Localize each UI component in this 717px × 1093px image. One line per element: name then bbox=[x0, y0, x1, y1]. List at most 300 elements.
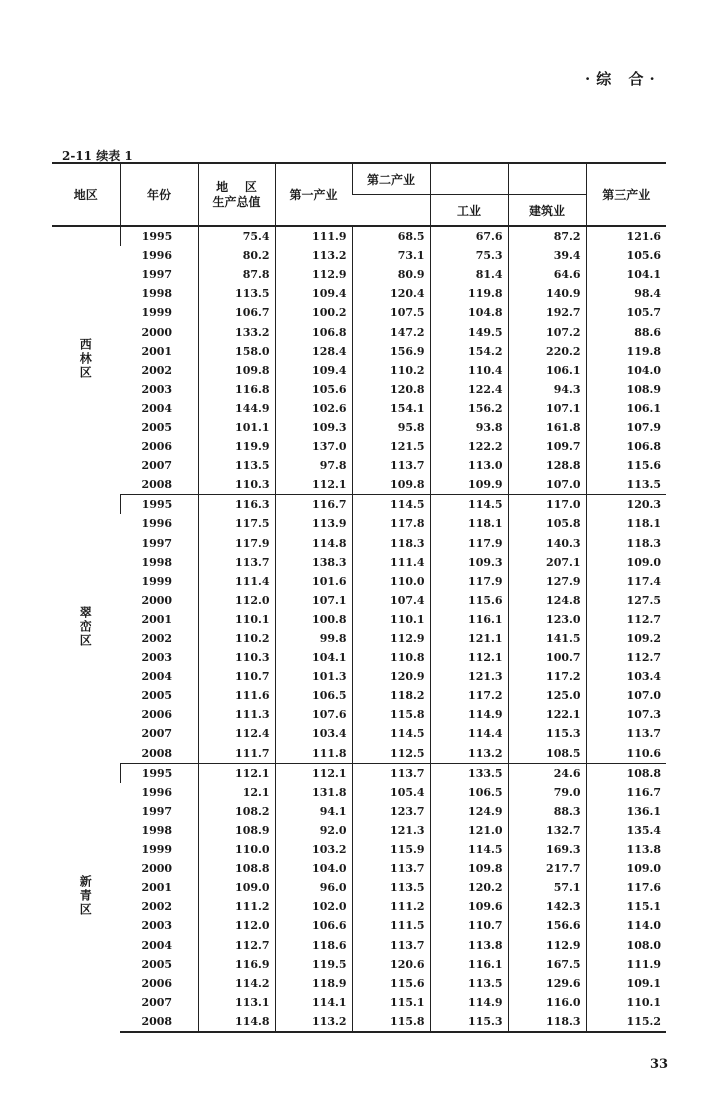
industry-cell: 117.9 bbox=[430, 572, 508, 591]
industry-cell: 149.5 bbox=[430, 322, 508, 341]
industry-cell: 113.0 bbox=[430, 456, 508, 475]
construction-cell: 64.6 bbox=[508, 265, 586, 284]
gdp-cell: 111.3 bbox=[198, 705, 275, 724]
tertiary-cell: 109.0 bbox=[586, 859, 666, 878]
primary-cell: 114.8 bbox=[275, 534, 352, 553]
tertiary-cell: 120.3 bbox=[586, 495, 666, 515]
construction-cell: 140.9 bbox=[508, 284, 586, 303]
construction-cell: 161.8 bbox=[508, 418, 586, 437]
secondary-cell: 154.1 bbox=[352, 399, 430, 418]
col-header-gdp bbox=[198, 163, 275, 226]
primary-cell: 106.6 bbox=[275, 916, 352, 935]
secondary-cell: 107.4 bbox=[352, 591, 430, 610]
table-row bbox=[52, 591, 666, 610]
primary-cell: 100.2 bbox=[275, 303, 352, 322]
year-cell: 2006 bbox=[141, 708, 173, 722]
gdp-cell: 108.2 bbox=[198, 802, 275, 821]
table-row bbox=[52, 475, 666, 495]
construction-cell: 94.3 bbox=[508, 380, 586, 399]
region-cell bbox=[52, 763, 120, 1032]
industry-cell: 117.2 bbox=[430, 686, 508, 705]
construction-cell: 192.7 bbox=[508, 303, 586, 322]
secondary-cell: 113.7 bbox=[352, 859, 430, 878]
secondary-cell: 117.8 bbox=[352, 514, 430, 533]
tertiary-cell: 112.7 bbox=[586, 648, 666, 667]
industry-cell: 121.0 bbox=[430, 821, 508, 840]
construction-cell: 109.7 bbox=[508, 437, 586, 456]
secondary-cell: 115.1 bbox=[352, 993, 430, 1012]
primary-cell: 99.8 bbox=[275, 629, 352, 648]
construction-cell: 87.2 bbox=[508, 226, 586, 246]
year-cell: 2005 bbox=[141, 957, 173, 971]
primary-cell: 101.6 bbox=[275, 572, 352, 591]
table-row bbox=[52, 840, 666, 859]
gdp-cell: 111.7 bbox=[198, 744, 275, 764]
year-cell: 1998 bbox=[141, 287, 173, 301]
year-cell: 2004 bbox=[141, 670, 173, 684]
industry-cell: 115.3 bbox=[430, 1012, 508, 1032]
construction-cell: 128.8 bbox=[508, 456, 586, 475]
primary-cell: 116.7 bbox=[275, 495, 352, 515]
table-row bbox=[52, 955, 666, 974]
tertiary-cell: 106.8 bbox=[586, 437, 666, 456]
primary-cell: 106.8 bbox=[275, 322, 352, 341]
construction-cell: 88.3 bbox=[508, 802, 586, 821]
year-cell: 2003 bbox=[141, 919, 173, 933]
secondary-cell: 123.7 bbox=[352, 802, 430, 821]
construction-cell: 169.3 bbox=[508, 840, 586, 859]
gdp-cell: 109.8 bbox=[198, 361, 275, 380]
construction-cell: 57.1 bbox=[508, 878, 586, 897]
primary-cell: 102.6 bbox=[275, 399, 352, 418]
year-cell: 2007 bbox=[141, 459, 173, 473]
gdp-cell: 106.7 bbox=[198, 303, 275, 322]
gdp-cell: 110.1 bbox=[198, 610, 275, 629]
table-row bbox=[52, 993, 666, 1012]
year-cell: 2002 bbox=[141, 363, 173, 377]
construction-cell: 140.3 bbox=[508, 534, 586, 553]
construction-cell: 39.4 bbox=[508, 246, 586, 265]
primary-cell: 112.1 bbox=[275, 763, 352, 783]
secondary-cell: 111.4 bbox=[352, 553, 430, 572]
tertiary-cell: 113.5 bbox=[586, 475, 666, 495]
year-cell: 2000 bbox=[141, 593, 173, 607]
tertiary-cell: 117.4 bbox=[586, 572, 666, 591]
year-cell: 1996 bbox=[141, 517, 173, 531]
year-cell: 1995 bbox=[120, 763, 198, 783]
construction-cell: 24.6 bbox=[508, 763, 586, 783]
primary-cell: 118.9 bbox=[275, 974, 352, 993]
gdp-cell: 116.9 bbox=[198, 955, 275, 974]
secondary-cell: 115.6 bbox=[352, 974, 430, 993]
col-header-region: 地区 bbox=[73, 188, 98, 202]
tertiary-cell: 114.0 bbox=[586, 916, 666, 935]
tertiary-cell: 105.7 bbox=[586, 303, 666, 322]
primary-cell: 113.2 bbox=[275, 1012, 352, 1032]
primary-cell: 128.4 bbox=[275, 342, 352, 361]
secondary-cell: 114.5 bbox=[352, 724, 430, 743]
primary-cell: 113.2 bbox=[275, 246, 352, 265]
col-header-gdp-line1: 地 区 bbox=[216, 179, 257, 194]
industry-cell: 109.3 bbox=[430, 553, 508, 572]
construction-cell: 79.0 bbox=[508, 783, 586, 802]
secondary-cell: 113.7 bbox=[352, 935, 430, 954]
primary-cell: 94.1 bbox=[275, 802, 352, 821]
construction-cell: 107.2 bbox=[508, 322, 586, 341]
primary-cell: 131.8 bbox=[275, 783, 352, 802]
industry-cell: 93.8 bbox=[430, 418, 508, 437]
gdp-cell: 111.2 bbox=[198, 897, 275, 916]
tertiary-cell: 121.6 bbox=[586, 226, 666, 246]
gdp-cell: 110.3 bbox=[198, 475, 275, 495]
tertiary-cell: 104.1 bbox=[586, 265, 666, 284]
industry-cell: 122.2 bbox=[430, 437, 508, 456]
col-header-construction: 建筑业 bbox=[508, 195, 586, 227]
year-cell: 2002 bbox=[141, 900, 173, 914]
year-cell: 1995 bbox=[120, 495, 198, 515]
tertiary-cell: 113.8 bbox=[586, 840, 666, 859]
construction-cell: 217.7 bbox=[508, 859, 586, 878]
year-cell: 2007 bbox=[141, 995, 173, 1009]
secondary-cell: 115.9 bbox=[352, 840, 430, 859]
table-row bbox=[52, 265, 666, 284]
primary-cell: 138.3 bbox=[275, 553, 352, 572]
construction-cell: 127.9 bbox=[508, 572, 586, 591]
col-header-secondary-spacer bbox=[508, 163, 586, 195]
table-row bbox=[52, 763, 666, 783]
industry-cell: 114.4 bbox=[430, 724, 508, 743]
industry-cell: 112.1 bbox=[430, 648, 508, 667]
construction-cell: 129.6 bbox=[508, 974, 586, 993]
construction-cell: 116.0 bbox=[508, 993, 586, 1012]
year-cell: 2001 bbox=[141, 612, 173, 626]
tertiary-cell: 115.6 bbox=[586, 456, 666, 475]
secondary-cell: 110.1 bbox=[352, 610, 430, 629]
gdp-cell: 112.1 bbox=[198, 763, 275, 783]
year-cell: 2008 bbox=[120, 475, 198, 495]
year-cell: 2004 bbox=[141, 938, 173, 952]
industry-cell: 119.8 bbox=[430, 284, 508, 303]
table-row bbox=[52, 821, 666, 840]
gdp-cell: 111.4 bbox=[198, 572, 275, 591]
tertiary-cell: 109.2 bbox=[586, 629, 666, 648]
tertiary-cell: 108.0 bbox=[586, 935, 666, 954]
table-row bbox=[52, 878, 666, 897]
tertiary-cell: 119.8 bbox=[586, 342, 666, 361]
tertiary-cell: 103.4 bbox=[586, 667, 666, 686]
tertiary-cell: 108.9 bbox=[586, 380, 666, 399]
year-cell: 2006 bbox=[141, 440, 173, 454]
construction-cell: 141.5 bbox=[508, 629, 586, 648]
construction-cell: 123.0 bbox=[508, 610, 586, 629]
industry-cell: 104.8 bbox=[430, 303, 508, 322]
secondary-cell: 109.8 bbox=[352, 475, 430, 495]
primary-cell: 137.0 bbox=[275, 437, 352, 456]
construction-cell: 167.5 bbox=[508, 955, 586, 974]
table-label: 2-11 续表 1 bbox=[62, 149, 133, 163]
construction-cell: 122.1 bbox=[508, 705, 586, 724]
industry-cell: 124.9 bbox=[430, 802, 508, 821]
tertiary-cell: 117.6 bbox=[586, 878, 666, 897]
gdp-cell: 75.4 bbox=[198, 226, 275, 246]
tertiary-cell: 105.6 bbox=[586, 246, 666, 265]
industry-cell: 133.5 bbox=[430, 763, 508, 783]
gdp-cell: 112.4 bbox=[198, 724, 275, 743]
tertiary-cell: 115.2 bbox=[586, 1012, 666, 1032]
industry-cell: 116.1 bbox=[430, 610, 508, 629]
region-cell bbox=[52, 226, 120, 495]
gdp-cell: 117.5 bbox=[198, 514, 275, 533]
gdp-cell: 114.2 bbox=[198, 974, 275, 993]
tertiary-cell: 118.3 bbox=[586, 534, 666, 553]
industry-cell: 67.6 bbox=[430, 226, 508, 246]
secondary-cell: 110.2 bbox=[352, 361, 430, 380]
tertiary-cell: 111.9 bbox=[586, 955, 666, 974]
secondary-cell: 112.9 bbox=[352, 629, 430, 648]
industry-cell: 110.7 bbox=[430, 916, 508, 935]
table-row bbox=[52, 897, 666, 916]
industry-cell: 109.9 bbox=[430, 475, 508, 495]
tertiary-cell: 115.1 bbox=[586, 897, 666, 916]
section-tag: ·综 合· bbox=[585, 70, 661, 88]
primary-cell: 97.8 bbox=[275, 456, 352, 475]
region-cell bbox=[52, 495, 120, 763]
industry-cell: 106.5 bbox=[430, 783, 508, 802]
construction-cell: 105.8 bbox=[508, 514, 586, 533]
secondary-cell: 105.4 bbox=[352, 783, 430, 802]
tertiary-cell: 112.7 bbox=[586, 610, 666, 629]
primary-cell: 92.0 bbox=[275, 821, 352, 840]
year-cell: 2003 bbox=[141, 382, 173, 396]
industry-cell: 120.2 bbox=[430, 878, 508, 897]
year-cell: 2005 bbox=[141, 689, 173, 703]
gdp-cell: 112.7 bbox=[198, 935, 275, 954]
table-row bbox=[52, 246, 666, 265]
table-row bbox=[52, 572, 666, 591]
gdp-cell: 80.2 bbox=[198, 246, 275, 265]
table-row bbox=[52, 456, 666, 475]
secondary-cell: 121.5 bbox=[352, 437, 430, 456]
table-row bbox=[52, 342, 666, 361]
primary-cell: 113.9 bbox=[275, 514, 352, 533]
secondary-cell: 110.8 bbox=[352, 648, 430, 667]
year-cell: 2005 bbox=[141, 420, 173, 434]
industry-cell: 114.9 bbox=[430, 705, 508, 724]
construction-cell: 125.0 bbox=[508, 686, 586, 705]
year-cell: 2000 bbox=[141, 325, 173, 339]
industry-cell: 75.3 bbox=[430, 246, 508, 265]
table-row bbox=[52, 610, 666, 629]
construction-cell: 117.0 bbox=[508, 495, 586, 515]
primary-cell: 114.1 bbox=[275, 993, 352, 1012]
primary-cell: 112.1 bbox=[275, 475, 352, 495]
year-cell: 1997 bbox=[141, 268, 173, 282]
construction-cell: 132.7 bbox=[508, 821, 586, 840]
industry-cell: 114.9 bbox=[430, 993, 508, 1012]
year-cell: 2001 bbox=[141, 881, 173, 895]
secondary-cell: 156.9 bbox=[352, 342, 430, 361]
gdp-cell: 116.8 bbox=[198, 380, 275, 399]
gdp-cell: 112.0 bbox=[198, 916, 275, 935]
primary-cell: 101.3 bbox=[275, 667, 352, 686]
industry-cell: 113.2 bbox=[430, 744, 508, 764]
industry-cell: 109.8 bbox=[430, 859, 508, 878]
year-cell: 2008 bbox=[120, 1012, 198, 1032]
construction-cell: 207.1 bbox=[508, 553, 586, 572]
secondary-cell: 115.8 bbox=[352, 1012, 430, 1032]
secondary-cell: 107.5 bbox=[352, 303, 430, 322]
col-header-primary: 第一产业 bbox=[275, 163, 352, 226]
tertiary-cell: 107.3 bbox=[586, 705, 666, 724]
year-cell: 1999 bbox=[141, 306, 173, 320]
year-cell: 2001 bbox=[141, 344, 173, 358]
statistics-table bbox=[52, 162, 666, 1033]
tertiary-cell: 116.7 bbox=[586, 783, 666, 802]
secondary-cell: 118.3 bbox=[352, 534, 430, 553]
table-row bbox=[52, 705, 666, 724]
year-cell: 2004 bbox=[141, 401, 173, 415]
year-cell: 1999 bbox=[141, 574, 173, 588]
gdp-cell: 110.0 bbox=[198, 840, 275, 859]
col-header-secondary-spacer bbox=[430, 163, 508, 195]
primary-cell: 104.0 bbox=[275, 859, 352, 878]
industry-cell: 114.5 bbox=[430, 840, 508, 859]
industry-cell: 116.1 bbox=[430, 955, 508, 974]
secondary-cell: 80.9 bbox=[352, 265, 430, 284]
construction-cell: 142.3 bbox=[508, 897, 586, 916]
table-row bbox=[52, 667, 666, 686]
table-row bbox=[52, 418, 666, 437]
gdp-cell: 113.7 bbox=[198, 553, 275, 572]
tertiary-cell: 127.5 bbox=[586, 591, 666, 610]
secondary-cell: 95.8 bbox=[352, 418, 430, 437]
secondary-cell: 113.5 bbox=[352, 878, 430, 897]
tertiary-cell: 109.1 bbox=[586, 974, 666, 993]
industry-cell: 117.9 bbox=[430, 534, 508, 553]
year-cell: 1997 bbox=[141, 536, 173, 550]
year-cell: 1997 bbox=[141, 804, 173, 818]
tertiary-cell: 113.7 bbox=[586, 724, 666, 743]
table-row bbox=[52, 802, 666, 821]
construction-cell: 108.5 bbox=[508, 744, 586, 764]
gdp-cell: 119.9 bbox=[198, 437, 275, 456]
table-row bbox=[52, 322, 666, 341]
gdp-cell: 110.3 bbox=[198, 648, 275, 667]
secondary-cell: 110.0 bbox=[352, 572, 430, 591]
construction-cell: 220.2 bbox=[508, 342, 586, 361]
secondary-cell: 112.5 bbox=[352, 744, 430, 764]
primary-cell: 109.4 bbox=[275, 361, 352, 380]
industry-cell: 114.5 bbox=[430, 495, 508, 515]
table-row bbox=[52, 514, 666, 533]
primary-cell: 106.5 bbox=[275, 686, 352, 705]
col-header-gdp-line2: 生产总值 bbox=[212, 194, 261, 209]
table-body bbox=[52, 226, 666, 1032]
construction-cell: 106.1 bbox=[508, 361, 586, 380]
gdp-cell: 109.0 bbox=[198, 878, 275, 897]
gdp-cell: 108.9 bbox=[198, 821, 275, 840]
primary-cell: 112.9 bbox=[275, 265, 352, 284]
secondary-cell: 120.9 bbox=[352, 667, 430, 686]
industry-cell: 109.6 bbox=[430, 897, 508, 916]
tertiary-cell: 107.9 bbox=[586, 418, 666, 437]
table-row bbox=[52, 284, 666, 303]
gdp-cell: 112.0 bbox=[198, 591, 275, 610]
primary-cell: 111.8 bbox=[275, 744, 352, 764]
construction-cell: 115.3 bbox=[508, 724, 586, 743]
table-row bbox=[52, 744, 666, 764]
col-header-secondary: 第二产业 bbox=[352, 163, 430, 195]
gdp-cell: 110.7 bbox=[198, 667, 275, 686]
industry-cell: 154.2 bbox=[430, 342, 508, 361]
tertiary-cell: 110.1 bbox=[586, 993, 666, 1012]
secondary-cell: 120.8 bbox=[352, 380, 430, 399]
gdp-cell: 144.9 bbox=[198, 399, 275, 418]
gdp-cell: 113.5 bbox=[198, 284, 275, 303]
year-cell: 2008 bbox=[120, 744, 198, 764]
secondary-cell: 114.5 bbox=[352, 495, 430, 515]
year-cell: 1996 bbox=[141, 249, 173, 263]
primary-cell: 119.5 bbox=[275, 955, 352, 974]
tertiary-cell: 136.1 bbox=[586, 802, 666, 821]
primary-cell: 105.6 bbox=[275, 380, 352, 399]
gdp-cell: 111.6 bbox=[198, 686, 275, 705]
year-cell: 2003 bbox=[141, 651, 173, 665]
construction-cell: 107.0 bbox=[508, 475, 586, 495]
primary-cell: 109.3 bbox=[275, 418, 352, 437]
industry-cell: 121.1 bbox=[430, 629, 508, 648]
col-header-industry: 工业 bbox=[430, 195, 508, 227]
industry-cell: 118.1 bbox=[430, 514, 508, 533]
table-row bbox=[52, 437, 666, 456]
construction-cell: 112.9 bbox=[508, 935, 586, 954]
region-name: 新青区 bbox=[78, 875, 93, 918]
primary-cell: 96.0 bbox=[275, 878, 352, 897]
table-row bbox=[52, 648, 666, 667]
region-name: 西林区 bbox=[78, 338, 93, 381]
year-cell: 1995 bbox=[120, 226, 198, 246]
col-header-secondary-total bbox=[352, 195, 430, 227]
construction-cell: 118.3 bbox=[508, 1012, 586, 1032]
year-cell: 2002 bbox=[141, 632, 173, 646]
industry-cell: 110.4 bbox=[430, 361, 508, 380]
primary-cell: 109.4 bbox=[275, 284, 352, 303]
table-row bbox=[52, 303, 666, 322]
secondary-cell: 120.6 bbox=[352, 955, 430, 974]
gdp-cell: 117.9 bbox=[198, 534, 275, 553]
primary-cell: 103.2 bbox=[275, 840, 352, 859]
construction-cell: 117.2 bbox=[508, 667, 586, 686]
secondary-cell: 115.8 bbox=[352, 705, 430, 724]
industry-cell: 122.4 bbox=[430, 380, 508, 399]
gdp-cell: 113.1 bbox=[198, 993, 275, 1012]
tertiary-cell: 104.0 bbox=[586, 361, 666, 380]
primary-cell: 103.4 bbox=[275, 724, 352, 743]
primary-cell: 111.9 bbox=[275, 226, 352, 246]
industry-cell: 156.2 bbox=[430, 399, 508, 418]
industry-cell: 113.5 bbox=[430, 974, 508, 993]
industry-cell: 81.4 bbox=[430, 265, 508, 284]
industry-cell: 121.3 bbox=[430, 667, 508, 686]
year-cell: 1998 bbox=[141, 555, 173, 569]
secondary-cell: 68.5 bbox=[352, 226, 430, 246]
table-row bbox=[52, 1012, 666, 1032]
region-name: 翠峦区 bbox=[78, 606, 93, 649]
secondary-cell: 118.2 bbox=[352, 686, 430, 705]
table-row bbox=[52, 916, 666, 935]
construction-cell: 100.7 bbox=[508, 648, 586, 667]
industry-cell: 115.6 bbox=[430, 591, 508, 610]
